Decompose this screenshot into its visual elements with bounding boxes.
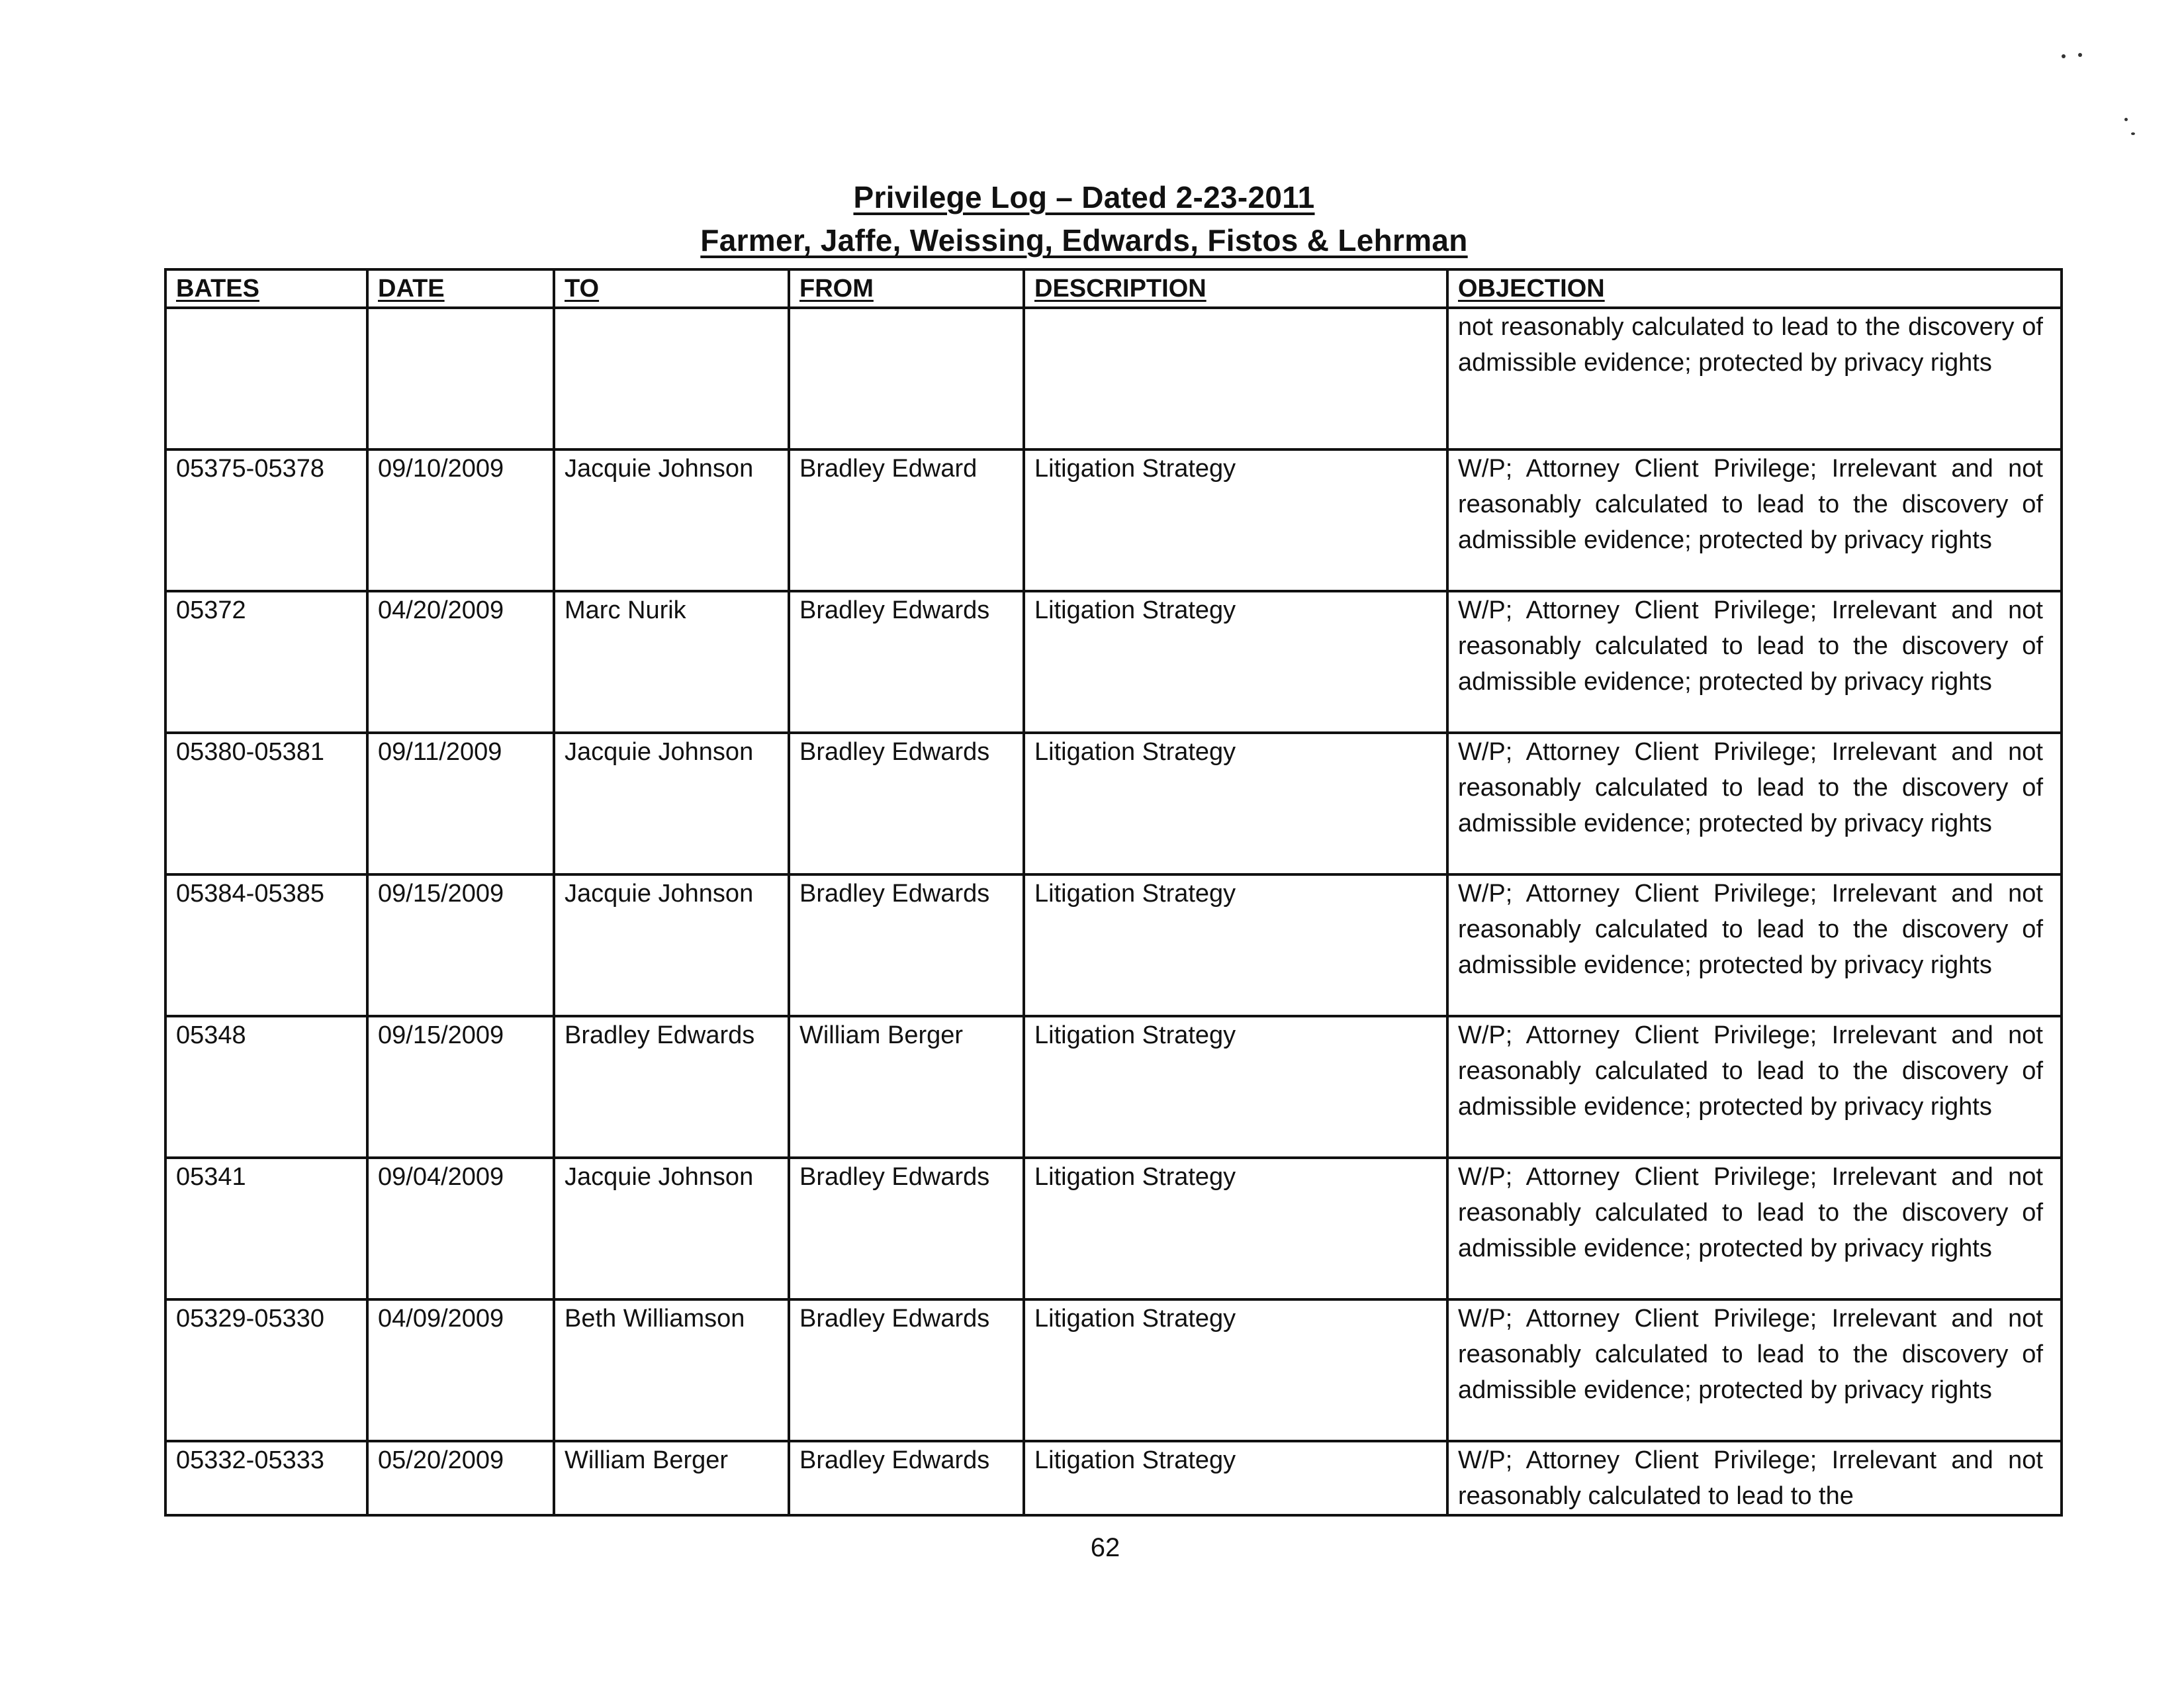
cell-to: Marc Nurik bbox=[554, 591, 789, 733]
cell-objection: W/P; Attorney Client Privilege; Irrelevant and not reasonably calculated to lead to the discovery of admissible evidence; protected by privacy rights bbox=[1447, 733, 2062, 874]
cell-bates: 05329-05330 bbox=[165, 1299, 367, 1441]
cell-from: William Berger bbox=[789, 1016, 1024, 1158]
page-title: Privilege Log – Dated 2-23-2011 bbox=[853, 180, 1315, 214]
cell-objection: W/P; Attorney Client Privilege; Irrelevant and not reasonably calculated to lead to the discovery of admissible evidence; protected by privacy rights bbox=[1447, 1299, 2062, 1441]
table-row bbox=[165, 733, 2062, 874]
cell-objection: W/P; Attorney Client Privilege; Irrelevant and not reasonably calculated to lead to the bbox=[1447, 1441, 2062, 1515]
cell-description: Litigation Strategy bbox=[1024, 1299, 1447, 1441]
cell-from: Bradley Edward bbox=[789, 449, 1024, 591]
table-row bbox=[165, 1441, 2062, 1515]
cell-description: Litigation Strategy bbox=[1024, 733, 1447, 874]
cell-objection: W/P; Attorney Client Privilege; Irrelevant and not reasonably calculated to lead to the discovery of admissible evidence; protected by privacy rights bbox=[1447, 449, 2062, 591]
cell-date: 04/20/2009 bbox=[367, 591, 554, 733]
cell-objection: W/P; Attorney Client Privilege; Irrelevant and not reasonably calculated to lead to the discovery of admissible evidence; protected by privacy rights bbox=[1447, 1016, 2062, 1158]
cell-bates: 05332-05333 bbox=[165, 1441, 367, 1515]
page-subtitle: Farmer, Jaffe, Weissing, Edwards, Fistos & Lehrman bbox=[700, 223, 1468, 258]
scan-speck bbox=[2131, 132, 2135, 135]
cell-bates: 05348 bbox=[165, 1016, 367, 1158]
cell-description: Litigation Strategy bbox=[1024, 1158, 1447, 1299]
cell-date bbox=[367, 308, 554, 449]
cell-bates: 05384-05385 bbox=[165, 874, 367, 1016]
cell-date: 09/11/2009 bbox=[367, 733, 554, 874]
cell-to: Bradley Edwards bbox=[554, 1016, 789, 1158]
cell-to: Jacquie Johnson bbox=[554, 874, 789, 1016]
cell-description: Litigation Strategy bbox=[1024, 1441, 1447, 1515]
privilege-log-table bbox=[164, 268, 2063, 1517]
cell-date: 05/20/2009 bbox=[367, 1441, 554, 1515]
cell-date: 04/09/2009 bbox=[367, 1299, 554, 1441]
cell-date: 09/10/2009 bbox=[367, 449, 554, 591]
table-row bbox=[165, 591, 2062, 733]
table-row bbox=[165, 1016, 2062, 1158]
cell-from: Bradley Edwards bbox=[789, 1441, 1024, 1515]
cell-date: 09/15/2009 bbox=[367, 874, 554, 1016]
cell-description bbox=[1024, 308, 1447, 449]
cell-date: 09/04/2009 bbox=[367, 1158, 554, 1299]
cell-from: Bradley Edwards bbox=[789, 733, 1024, 874]
cell-date: 09/15/2009 bbox=[367, 1016, 554, 1158]
cell-bates: 05372 bbox=[165, 591, 367, 733]
cell-from bbox=[789, 308, 1024, 449]
cell-objection: not reasonably calculated to lead to the discovery of admissible evidence; protected by privacy rights bbox=[1447, 308, 2062, 449]
scan-speck bbox=[2078, 53, 2082, 57]
cell-bates bbox=[165, 308, 367, 449]
cell-bates: 05341 bbox=[165, 1158, 367, 1299]
header-from: FROM bbox=[789, 269, 1024, 308]
header-objection: OBJECTION bbox=[1447, 269, 2062, 308]
cell-description: Litigation Strategy bbox=[1024, 449, 1447, 591]
header-date: DATE bbox=[367, 269, 554, 308]
scan-speck bbox=[2124, 118, 2128, 121]
cell-objection: W/P; Attorney Client Privilege; Irrelevant and not reasonably calculated to lead to the discovery of admissible evidence; protected by privacy rights bbox=[1447, 591, 2062, 733]
cell-to: Jacquie Johnson bbox=[554, 733, 789, 874]
cell-to: William Berger bbox=[554, 1441, 789, 1515]
table-row bbox=[165, 1158, 2062, 1299]
table-row bbox=[165, 449, 2062, 591]
cell-to: Jacquie Johnson bbox=[554, 1158, 789, 1299]
table-row bbox=[165, 1299, 2062, 1441]
cell-bates: 05375-05378 bbox=[165, 449, 367, 591]
cell-bates: 05380-05381 bbox=[165, 733, 367, 874]
table-row bbox=[165, 308, 2062, 449]
cell-objection: W/P; Attorney Client Privilege; Irrelevant and not reasonably calculated to lead to the discovery of admissible evidence; protected by privacy rights bbox=[1447, 874, 2062, 1016]
cell-from: Bradley Edwards bbox=[789, 1299, 1024, 1441]
table-row bbox=[165, 874, 2062, 1016]
cell-objection: W/P; Attorney Client Privilege; Irrelevant and not reasonably calculated to lead to the discovery of admissible evidence; protected by privacy rights bbox=[1447, 1158, 2062, 1299]
cell-description: Litigation Strategy bbox=[1024, 874, 1447, 1016]
cell-from: Bradley Edwards bbox=[789, 874, 1024, 1016]
cell-description: Litigation Strategy bbox=[1024, 1016, 1447, 1158]
cell-to bbox=[554, 308, 789, 449]
header-description: DESCRIPTION bbox=[1024, 269, 1447, 308]
cell-from: Bradley Edwards bbox=[789, 1158, 1024, 1299]
table-header-row bbox=[165, 269, 2062, 308]
cell-from: Bradley Edwards bbox=[789, 591, 1024, 733]
scan-speck bbox=[2062, 54, 2066, 58]
header-to: TO bbox=[554, 269, 789, 308]
cell-description: Litigation Strategy bbox=[1024, 591, 1447, 733]
page-number: 62 bbox=[1090, 1533, 1120, 1562]
cell-to: Beth Williamson bbox=[554, 1299, 789, 1441]
cell-to: Jacquie Johnson bbox=[554, 449, 789, 591]
header-bates: BATES bbox=[165, 269, 367, 308]
